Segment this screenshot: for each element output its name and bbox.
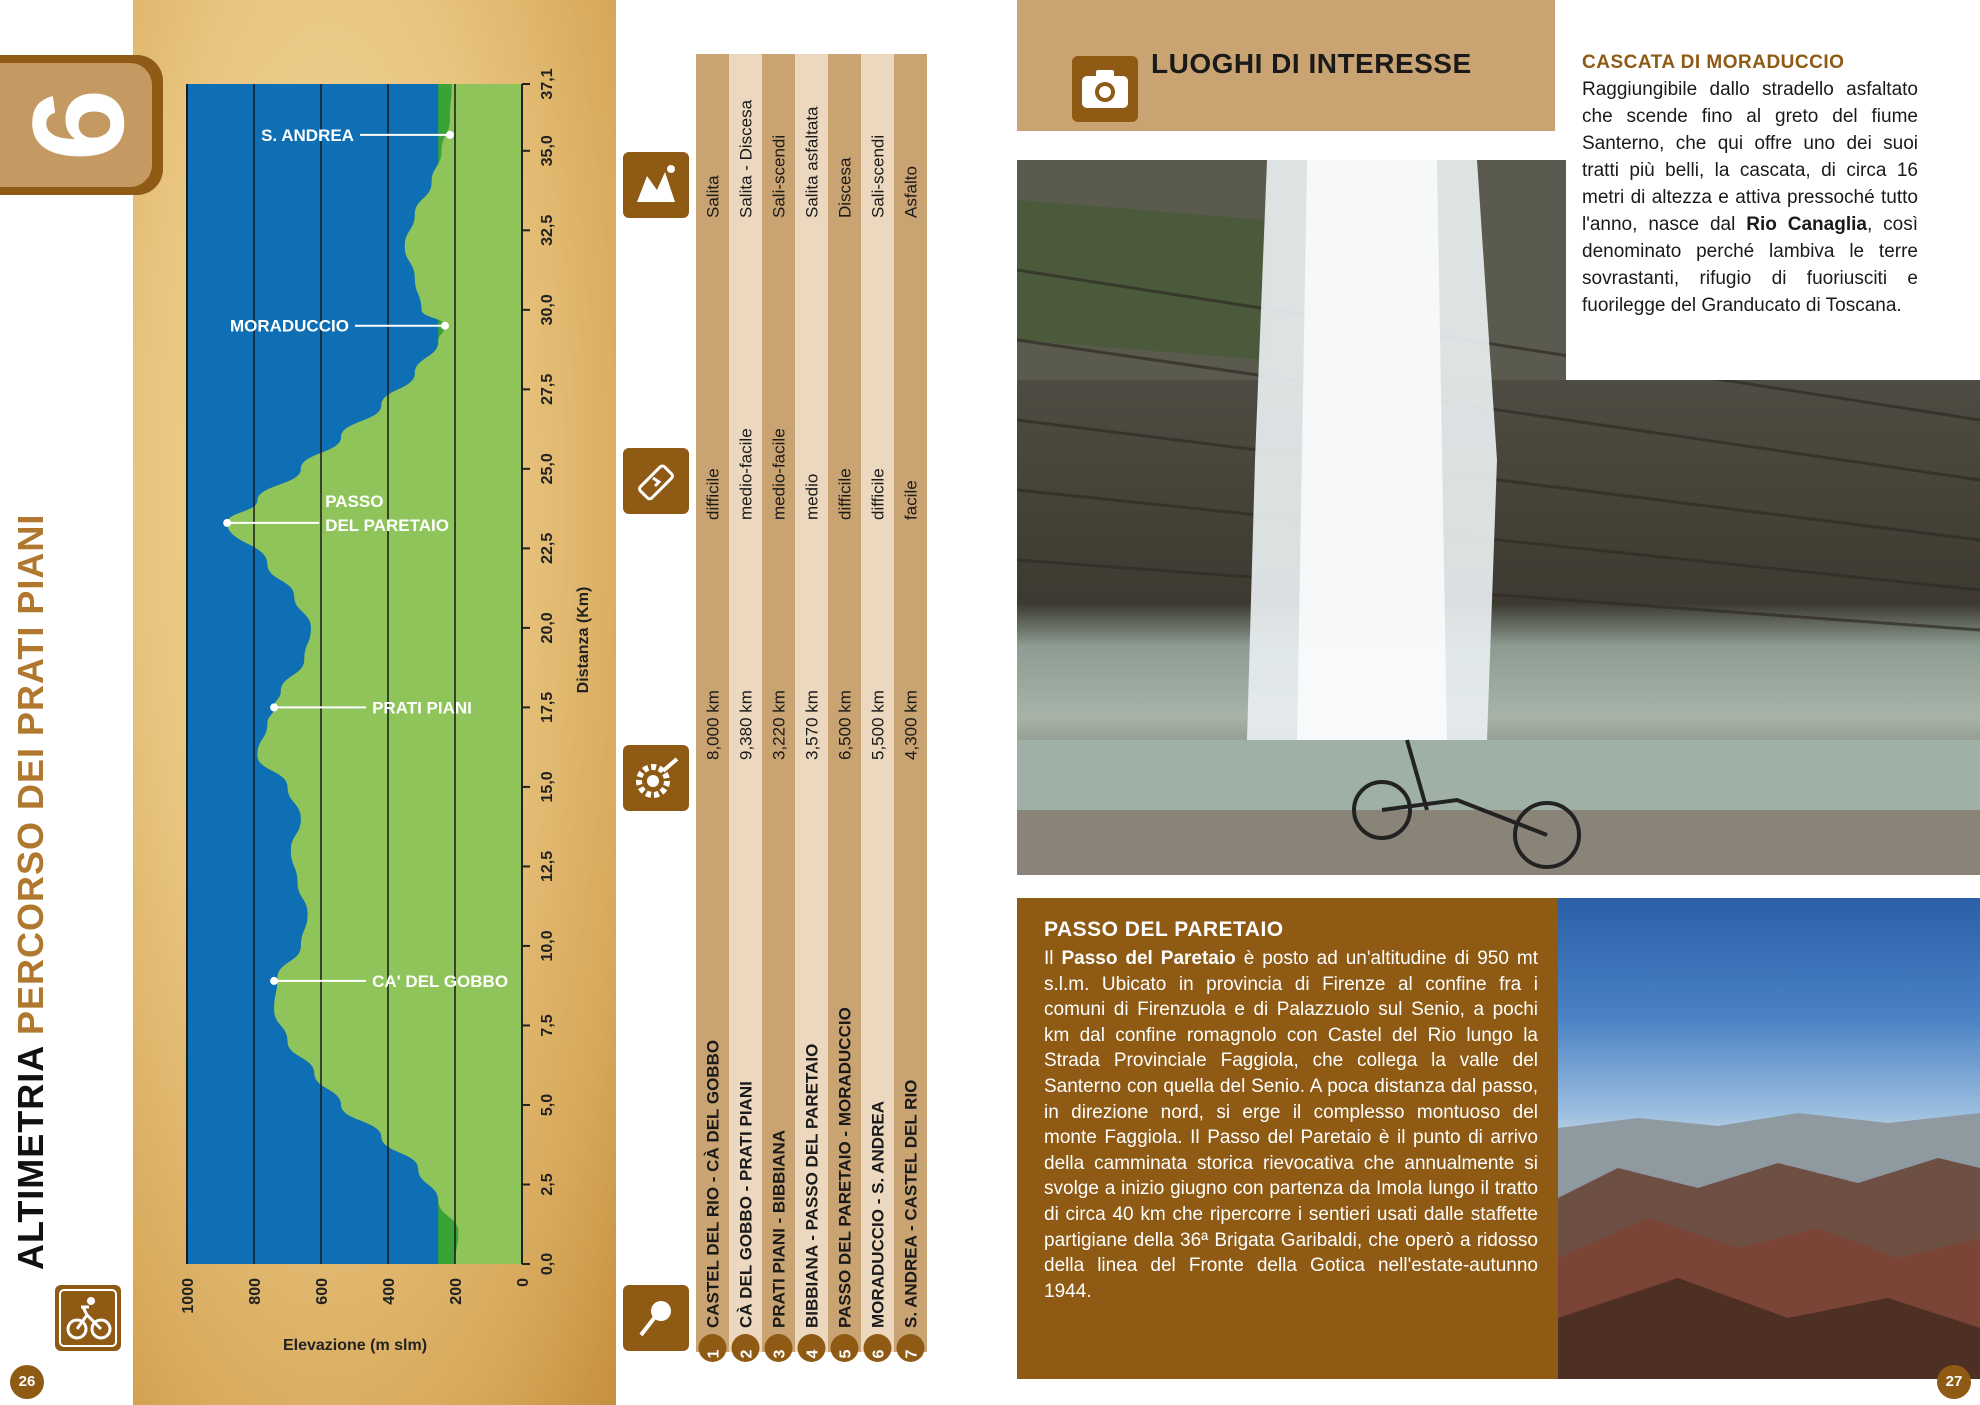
x-tick-label: 7,5: [539, 1014, 556, 1037]
stage-number: 6: [870, 1349, 888, 1359]
page-number-left: 26: [10, 1365, 44, 1399]
x-tick-label: 2,5: [539, 1173, 556, 1196]
stage-name: CASTEL DEL RIO - CÀ DEL GOBBO: [703, 1039, 723, 1328]
y-tick-label: 600: [314, 1278, 331, 1305]
paretaio-description: [1044, 946, 1538, 1304]
title-route-name: PERCORSO DEI PRATI PIANI: [10, 513, 51, 1036]
battery-icon: [623, 448, 689, 514]
y-tick-label: 0: [515, 1278, 532, 1287]
cascata-text-box: [1566, 40, 1980, 380]
luoghi-title: LUOGHI DI INTERESSE: [1151, 48, 1472, 79]
y-tick-label: 1000: [180, 1278, 197, 1314]
stage-difficulty: medio-facile: [736, 428, 756, 520]
luoghi-header: [1017, 0, 1555, 131]
paretaio-text-pre: Il: [1044, 948, 1062, 969]
stage-number: 4: [804, 1349, 822, 1359]
x-tick-label: 20,0: [539, 612, 556, 644]
elevation-profile-chart: [0, 0, 616, 1405]
y-tick-label: 200: [448, 1278, 465, 1305]
right-page: [990, 0, 1980, 1405]
stage-number: 5: [837, 1349, 855, 1359]
paretaio-text-box: [1017, 898, 1558, 1379]
pin-icon: [623, 1285, 689, 1351]
stage-name: MORADUCCIO - S. ANDREA: [868, 1101, 888, 1328]
stage-distance: 3,570 km: [802, 690, 822, 760]
title-altimetria: ALTIMETRIA: [10, 1046, 51, 1270]
x-tick-label: 25,0: [539, 453, 556, 485]
stage-name: S. ANDREA - CASTEL DEL RIO: [901, 1079, 921, 1328]
chart-x-axis: [522, 68, 556, 1275]
stage-difficulty: facile: [901, 480, 921, 520]
camera-icon: [1072, 56, 1138, 122]
stage-name: PASSO DEL PARETAIO - MORADUCCIO: [835, 1007, 855, 1328]
stage-terrain: Salita: [703, 175, 723, 218]
x-tick-label: 22,5: [539, 532, 556, 564]
annotation-label: PASSO: [325, 491, 384, 511]
stage-difficulty: difficile: [835, 468, 855, 520]
mountains-photo: [1558, 898, 1980, 1379]
annotation-label: CA' DEL GOBBO: [372, 971, 509, 991]
annotation-label: S. ANDREA: [261, 125, 354, 145]
stage-number: 3: [771, 1349, 789, 1359]
x-tick-label: 12,5: [539, 850, 556, 882]
stage-difficulty: medio-facile: [769, 428, 789, 520]
stage-number: 1: [705, 1349, 723, 1359]
stage-distance: 4,300 km: [901, 690, 921, 760]
paretaio-title: PASSO DEL PARETAIO: [1044, 918, 1284, 941]
x-tick-label: 27,5: [539, 373, 556, 405]
stage-difficulty: difficile: [868, 468, 888, 520]
y-tick-label: 800: [247, 1278, 264, 1305]
annotation-label-line2: DEL PARETAIO: [325, 515, 449, 535]
stage-difficulty: medio: [802, 473, 822, 520]
x-tick-label: 35,0: [539, 135, 556, 167]
cascata-text-part1: Raggiungibile dallo stradello asfaltato che scende fino al greto del fiume Santerno, che qui offre uno dei suoi tratti più belli, la cascata, di circa 16 metri di altezza e attiva pressoché tutto l'anno, nasce dal: [1582, 79, 1918, 235]
paretaio-text-body: è posto ad un'altitudine di 950 mt s.l.m. Ubicato in provincia di Firenze al confine fra i comuni di Firenzuola e di Palazzuolo sul Senio, a pochi km dal confine romagnolo con Castel del Rio lungo la Strada Provinciale Faggiola, che collega la valle del Santerno con quella del Senio. A poca distanza dal passo, in direzione nord, si erge il complesso montuoso del monte Faggiola. Il Passo del Paretaio è il punto di arrivo della camminata storica rievocativa che annualmente si svolge a inizio giugno con partenza da Imola lungo il tratto di circa 40 km che ripercorre i sentieri usati dalle staffette partigiane della 36ª Brigata Garibaldi, che operò a ridosso della linea del Fronte della Gotica nell'estate-autunno 1944.: [1044, 948, 1539, 1302]
x-tick-label: 17,5: [539, 691, 556, 723]
stage-terrain: Salita asfaltata: [802, 106, 822, 218]
annotation-label: MORADUCCIO: [229, 316, 349, 336]
route-number: 6: [5, 88, 151, 162]
stage-difficulty: difficile: [703, 468, 723, 520]
chart-y-axis: [180, 1278, 532, 1314]
stages-table: [616, 0, 990, 1405]
stage-terrain: Discesa: [835, 157, 855, 218]
stage-name: PRATI PIANI - BIBBIANA: [769, 1129, 789, 1328]
terrain-icon: [623, 152, 689, 218]
x-tick-label: 5,0: [539, 1093, 556, 1117]
paretaio-bold: Passo del Paretaio: [1061, 948, 1236, 969]
stage-name: BIBBIANA - PASSO DEL PARETAIO: [802, 1043, 822, 1328]
stage-distance: 6,500 km: [835, 690, 855, 760]
y-axis-label: Elevazione (m slm): [282, 1337, 428, 1354]
stage-terrain: Salita - Discesa: [736, 99, 756, 218]
stage-terrain: Asfalto: [901, 166, 921, 218]
x-axis-label: Distanza (Km): [575, 586, 592, 694]
stage-distance: 9,380 km: [736, 690, 756, 760]
stage-distance: 3,220 km: [769, 690, 789, 760]
x-tick-label: 30,0: [539, 294, 556, 326]
stage-terrain: Sali-scendi: [769, 134, 789, 218]
gear-icon: [623, 745, 689, 811]
stage-distance: 5,500 km: [868, 690, 888, 760]
x-tick-label: 0,0: [539, 1252, 556, 1276]
stage-terrain: Sali-scendi: [868, 134, 888, 218]
x-tick-label: 15,0: [539, 771, 556, 803]
page-number-right: 27: [1937, 1365, 1971, 1399]
x-tick-label: 37,1: [539, 68, 556, 100]
stage-number: 2: [738, 1349, 756, 1359]
cascata-description: [1582, 76, 1918, 319]
stage-distance: 8,000 km: [703, 690, 723, 760]
rio-canaglia-bold: Rio Canaglia: [1746, 214, 1867, 235]
stage-number: 7: [903, 1349, 921, 1359]
annotation-label: PRATI PIANI: [372, 698, 472, 718]
cascata-text-part2: , così denominato perché lambiva le terre sovrastanti, rifugio di fuoriusciti e fuorilegge del Granducato di Toscana.: [1582, 214, 1919, 316]
stage-name: CÀ DEL GOBBO - PRATI PIANI: [736, 1081, 756, 1328]
y-tick-label: 400: [381, 1278, 398, 1305]
x-tick-label: 32,5: [539, 214, 556, 246]
x-tick-label: 10,0: [539, 930, 556, 962]
cascata-title: CASCATA DI MORADUCCIO: [1582, 52, 1845, 73]
